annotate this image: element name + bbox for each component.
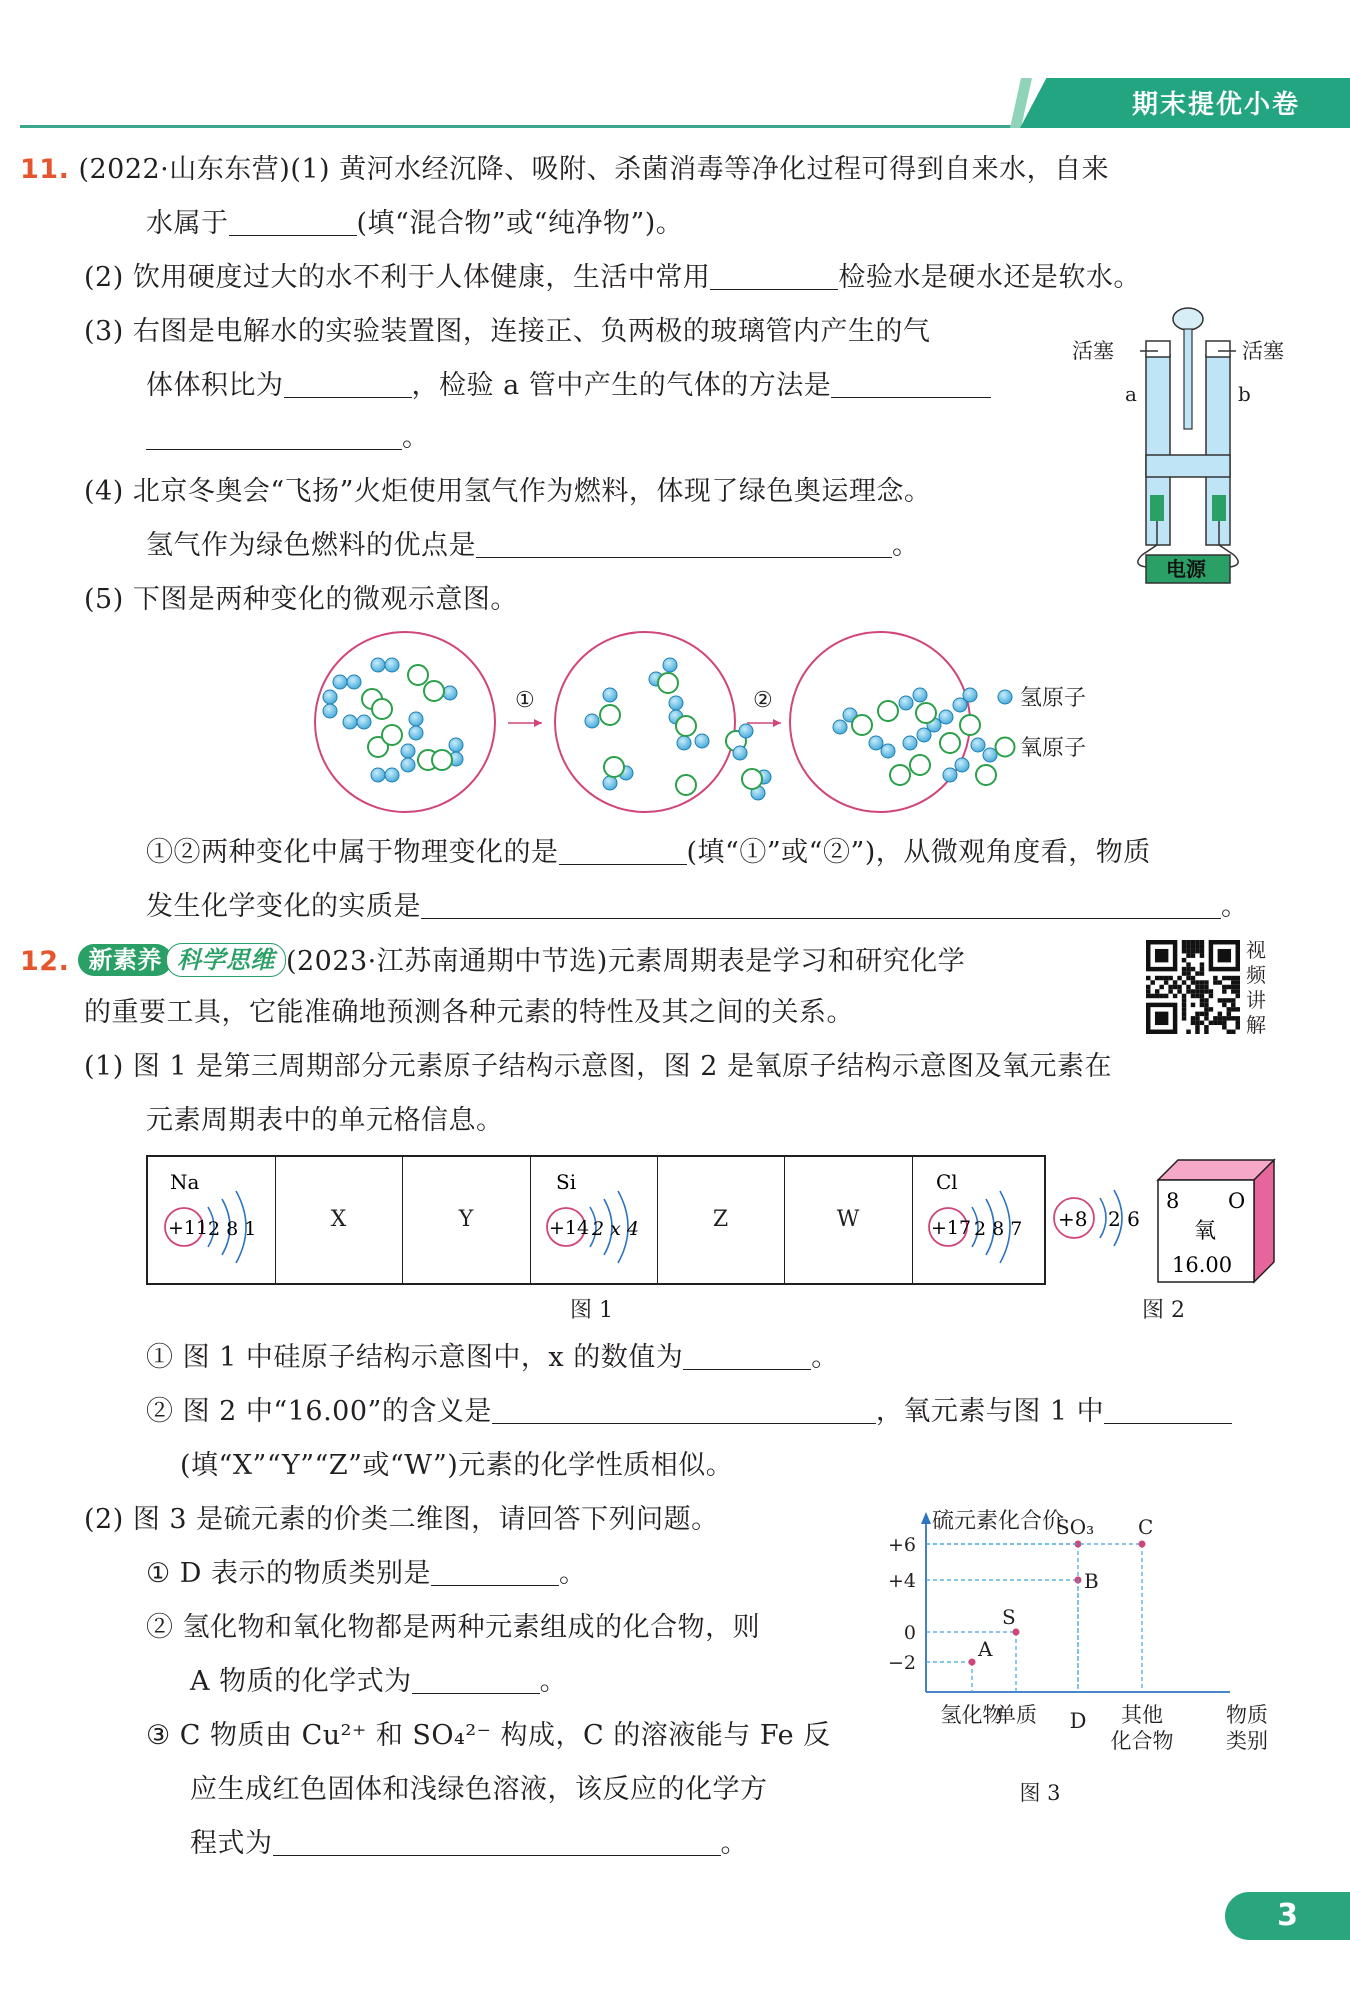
q12-text: ，氧元素与图 1 中 <box>875 1396 1105 1427</box>
hydrogen-atom <box>401 758 415 772</box>
q11-text: 发生化学变化的实质是 <box>146 891 421 922</box>
oxygen-atom <box>424 681 444 701</box>
answer-blank[interactable] <box>492 1395 876 1424</box>
hydrogen-atom <box>983 748 997 762</box>
oxygen-atom <box>382 725 402 745</box>
answer-blank[interactable] <box>284 369 412 398</box>
hydrogen-atom <box>695 734 709 748</box>
answer-blank[interactable] <box>831 369 991 398</box>
oxygen-atom <box>976 765 996 785</box>
oxygen-atom <box>372 699 392 719</box>
oxygen-atom <box>742 769 762 789</box>
hydrogen-atom <box>955 758 969 772</box>
q11-line1 <box>20 152 1109 188</box>
oxygen-atom <box>676 716 696 736</box>
apparatus-drawing <box>1138 308 1238 583</box>
x-axis-label: 类别 <box>1226 1729 1268 1753</box>
q11-text: (填“混合物”或“纯净物”)。 <box>356 208 684 239</box>
q11-number: 11. <box>20 154 70 185</box>
answer-blank[interactable] <box>421 890 1221 919</box>
cell-na <box>148 1157 276 1283</box>
q11-text: ，检验 a 管中产生的气体的方法是 <box>411 370 832 401</box>
hydrogen-atom <box>903 736 917 750</box>
figure2-caption: 图 2 <box>1142 1298 1185 1323</box>
q11-text: 体体积比为 <box>146 370 284 401</box>
point-s <box>1013 1629 1020 1636</box>
hydrogen-atom <box>663 658 677 672</box>
answer-blank[interactable] <box>229 207 357 236</box>
q11-text: (填“①”或“②”)，从微观角度看，物质 <box>686 837 1151 868</box>
q11-text: 氢气作为绿色燃料的优点是 <box>146 530 476 561</box>
q12-text: A 物质的化学式为 <box>190 1666 412 1697</box>
element-cell-side <box>1254 1160 1274 1282</box>
cl-electrons: 2 8 7 <box>974 1218 1023 1240</box>
o-nucleus-charge: +8 <box>1058 1207 1088 1231</box>
o-electrons: 2 6 <box>1108 1207 1140 1231</box>
cl-symbol: Cl <box>936 1170 958 1194</box>
oxygen-atom <box>940 733 960 753</box>
oxygen-legend: 氧原子 <box>1020 736 1087 761</box>
oxygen-atom <box>408 665 428 685</box>
oxygen-atom <box>916 703 936 723</box>
hydrogen-atom <box>899 696 913 710</box>
oxygen-atom <box>960 715 980 735</box>
oxygen-atom <box>604 757 624 777</box>
hydrogen-atom <box>333 675 347 689</box>
hydrogen-atom <box>669 696 683 710</box>
q11-text: ①②两种变化中属于物理变化的是 <box>146 837 559 868</box>
oxygen-symbol: O <box>1228 1189 1246 1213</box>
si-nucleus-charge: +14 <box>549 1217 590 1239</box>
oxygen-atom <box>432 750 452 770</box>
q11-line7 <box>146 889 1249 925</box>
point-label: B <box>1084 1569 1099 1593</box>
step2-label: ② <box>753 688 773 713</box>
answer-blank[interactable] <box>146 421 402 450</box>
q11-line6 <box>146 835 1151 871</box>
q11-text: 水属于 <box>146 208 229 239</box>
y-axis-arrow <box>921 1512 931 1524</box>
q12-text: ① 图 1 中硅原子结构示意图中，x 的数值为 <box>146 1342 684 1373</box>
na-electrons: 2 8 1 <box>208 1218 257 1240</box>
answer-blank[interactable] <box>710 261 838 290</box>
hydrogen-atom <box>585 714 599 728</box>
hydrogen-atom <box>343 715 357 729</box>
hydrogen-atom <box>603 776 617 790</box>
q11-line3c <box>146 420 430 456</box>
q11-line4: (4) 北京冬奥会“飞扬”火炬使用氢气作为燃料，体现了绿色奥运理念。 <box>84 476 932 507</box>
q12-source: (2023·江苏南通期中节选) <box>285 946 608 977</box>
answer-blank[interactable] <box>431 1557 559 1586</box>
x-tick-label: 氢化物 <box>940 1703 1004 1727</box>
hydrogen-atom <box>943 768 957 782</box>
point-label: S <box>1002 1605 1016 1629</box>
q12-s2 <box>146 1394 1232 1430</box>
point-label: C <box>1138 1515 1154 1539</box>
q12-text: 元素周期表是学习和研究化学 <box>607 946 966 977</box>
q12-text: 。 <box>811 1342 839 1373</box>
na-atom-diagram <box>148 1157 275 1283</box>
point-a <box>969 1659 976 1666</box>
x-tick-label: 化合物 <box>1110 1729 1174 1753</box>
q11-line3: (3) 右图是电解水的实验装置图，连接正、负两极的玻璃管内产生的气 <box>84 316 931 347</box>
oxygen-atom <box>676 775 696 795</box>
y-tick-label: 0 <box>903 1622 916 1644</box>
q12-text: 。 <box>559 1558 587 1589</box>
q11-line5: (5) 下图是两种变化的微观示意图。 <box>84 584 518 615</box>
answer-blank[interactable] <box>273 1827 721 1856</box>
hydrogen-atom <box>881 744 895 758</box>
valve-right-label: 活塞 <box>1242 339 1284 363</box>
answer-blank[interactable] <box>559 836 687 865</box>
hydrogen-atom <box>739 724 753 738</box>
q12-t3a: ③ C 物质由 Cu²⁺ 和 SO₄²⁻ 构成，C 的溶液能与 Fe 反 <box>146 1720 831 1751</box>
hydrogen-atom <box>677 736 691 750</box>
hydrogen-atom <box>963 688 977 702</box>
element-w: W <box>836 1207 860 1232</box>
figure1-caption: 图 1 <box>570 1298 613 1323</box>
y-axis-label: 硫元素化合价 <box>932 1509 1065 1534</box>
hydrogen-atom <box>409 712 423 726</box>
q11-source: (2022·山东东营) <box>78 154 291 185</box>
si-symbol: Si <box>556 1170 577 1194</box>
hydrogen-atom <box>833 720 847 734</box>
hydrogen-legend: 氢原子 <box>1020 686 1087 711</box>
hydrogen-atom <box>869 736 883 750</box>
q11-text: 检验水是硬水还是软水。 <box>838 262 1141 293</box>
q11-text: 。 <box>1221 891 1249 922</box>
point-c <box>1139 1541 1146 1548</box>
state-circle-2 <box>555 632 735 812</box>
figure3-chart <box>880 1500 1300 1870</box>
hydrogen-atom <box>409 726 423 740</box>
cell-z <box>657 1157 785 1283</box>
oxygen-atom <box>910 755 930 775</box>
hydrogen-atom <box>971 738 985 752</box>
si-atom-diagram <box>530 1157 657 1283</box>
point-label: SO₃ <box>1056 1515 1095 1539</box>
x-axis-label: 物质 <box>1226 1703 1268 1727</box>
tube-b-label: b <box>1238 382 1251 406</box>
hydrogen-atom <box>939 710 953 724</box>
q12-line1 <box>20 943 965 980</box>
electrolysis-apparatus <box>1070 305 1300 585</box>
cl-nucleus-charge: +17 <box>931 1217 972 1239</box>
hydrogen-atom <box>443 686 457 700</box>
element-x: X <box>330 1207 347 1232</box>
q12-t3b: 应生成红色固体和浅绿色溶液，该反应的化学方 <box>190 1774 768 1805</box>
step2-arrowhead <box>773 719 781 727</box>
hydrogen-atom <box>347 675 361 689</box>
q12-s1 <box>146 1340 839 1376</box>
oxygen-name: 氧 <box>1194 1219 1217 1244</box>
q12-p2: (2) 图 3 是硫元素的价类二维图，请回答下列问题。 <box>84 1504 719 1535</box>
answer-blank[interactable] <box>1104 1395 1232 1424</box>
q12-text: 。 <box>539 1666 568 1697</box>
video-qr-code[interactable] <box>1146 940 1240 1034</box>
q12-line1b: 的重要工具，它能准确地预测各种元素的特性及其之间的关系。 <box>84 997 854 1028</box>
element-y: Y <box>458 1207 474 1232</box>
hydrogen-atom <box>371 768 385 782</box>
cell-x <box>275 1157 403 1283</box>
x-tick-label: 单质 <box>995 1703 1037 1727</box>
hydrogen-atom <box>323 690 337 704</box>
hydrogen-atom <box>357 715 371 729</box>
q11-text: (1) 黄河水经沉降、吸附、杀菌消毒等净化过程可得到自来水，自来 <box>290 154 1110 185</box>
page-number: 3 <box>1225 1892 1350 1940</box>
q11-line4b <box>146 528 920 564</box>
hydrogen-atom <box>603 688 617 702</box>
na-symbol: Na <box>170 1170 200 1194</box>
hydrogen-atom <box>323 704 337 718</box>
figure1-table <box>146 1155 1046 1285</box>
oxygen-atom <box>658 673 678 693</box>
oxygen-legend-icon <box>996 738 1015 757</box>
q12-t3c <box>190 1826 748 1862</box>
answer-blank[interactable] <box>683 1341 811 1370</box>
element-z: Z <box>712 1207 729 1232</box>
x-tick-label: 其他 <box>1121 1703 1163 1727</box>
q12-p1a: (1) 图 1 是第三周期部分元素原子结构示意图，图 2 是氧原子结构示意图及氧元素在 <box>84 1051 1113 1082</box>
header-title: 期末提优小卷 <box>1131 90 1300 120</box>
figure3-caption: 图 3 <box>1019 1781 1061 1805</box>
q12-t2a: ② 氢化物和氧化物都是两种元素组成的化合物，则 <box>146 1612 761 1643</box>
hydrogen-atom <box>733 746 747 760</box>
x-tick-label: D <box>1069 1709 1087 1733</box>
oxygen-atomic-mass: 16.00 <box>1172 1253 1233 1277</box>
q12-p1b: 元素周期表中的单元格信息。 <box>146 1105 504 1136</box>
q11-text: (2) 饮用硬度过大的水不利于人体健康，生活中常用 <box>84 262 711 293</box>
step1-arrowhead <box>534 719 542 727</box>
q12-text: ① D 表示的物质类别是 <box>146 1558 432 1589</box>
q12-t2b <box>190 1664 567 1700</box>
cell-cl <box>912 1157 1042 1283</box>
step1-label: ① <box>515 688 535 713</box>
q11-line2 <box>84 260 1141 296</box>
oxygen-atom <box>878 701 898 721</box>
oxygen-atom <box>890 765 910 785</box>
q12-t1 <box>146 1556 587 1592</box>
hydrogen-atom <box>449 738 463 752</box>
hydrogen-atom <box>371 658 385 672</box>
q11-line3b <box>146 368 991 404</box>
cell-y <box>402 1157 531 1283</box>
state-circle-1 <box>315 632 495 812</box>
cell-si <box>530 1157 658 1283</box>
video-label[interactable]: 视频讲解 <box>1246 938 1266 1037</box>
power-label: 电源 <box>1166 557 1206 581</box>
hydrogen-atom <box>401 744 415 758</box>
si-electrons: 2 x 4 <box>592 1218 639 1240</box>
q12-text: ② 图 2 中“16.00”的含义是 <box>146 1396 492 1427</box>
valve-left-label: 活塞 <box>1072 339 1114 363</box>
hydrogen-atom <box>913 688 927 702</box>
oxygen-atomic-number: 8 <box>1166 1189 1180 1213</box>
y-tick-label: +4 <box>887 1570 916 1592</box>
na-nucleus-charge: +11 <box>168 1217 209 1239</box>
hydrogen-atom <box>385 658 399 672</box>
answer-blank[interactable] <box>412 1665 540 1694</box>
tag-new-literacy: 新素养 <box>78 944 172 976</box>
figure2-oxygen <box>1048 1150 1278 1290</box>
tag-scientific-thinking: 科学思维 <box>166 943 286 977</box>
micro-change-diagram <box>310 625 1140 820</box>
point-label: A <box>978 1637 993 1661</box>
y-tick-label: +6 <box>887 1534 916 1556</box>
y-tick-label: −2 <box>887 1652 916 1674</box>
answer-blank[interactable] <box>476 529 892 558</box>
tube-a-label: a <box>1125 382 1137 406</box>
hydrogen-atom <box>385 768 399 782</box>
q12-text: 程式为 <box>190 1828 273 1859</box>
oxygen-atom <box>852 715 872 735</box>
q11-line1b <box>146 206 683 242</box>
oxygen-atom <box>600 705 620 725</box>
hydrogen-legend-icon <box>998 690 1012 704</box>
cl-atom-diagram <box>912 1157 1042 1283</box>
q11-text: 。 <box>892 530 920 561</box>
q12-s2c: (填“X”“Y”“Z”或“W”)元素的化学性质相似。 <box>180 1450 734 1481</box>
cell-w <box>784 1157 913 1283</box>
q12-text: 。 <box>720 1828 748 1859</box>
q11-text: 。 <box>402 422 430 453</box>
q12-number: 12. <box>20 946 70 977</box>
